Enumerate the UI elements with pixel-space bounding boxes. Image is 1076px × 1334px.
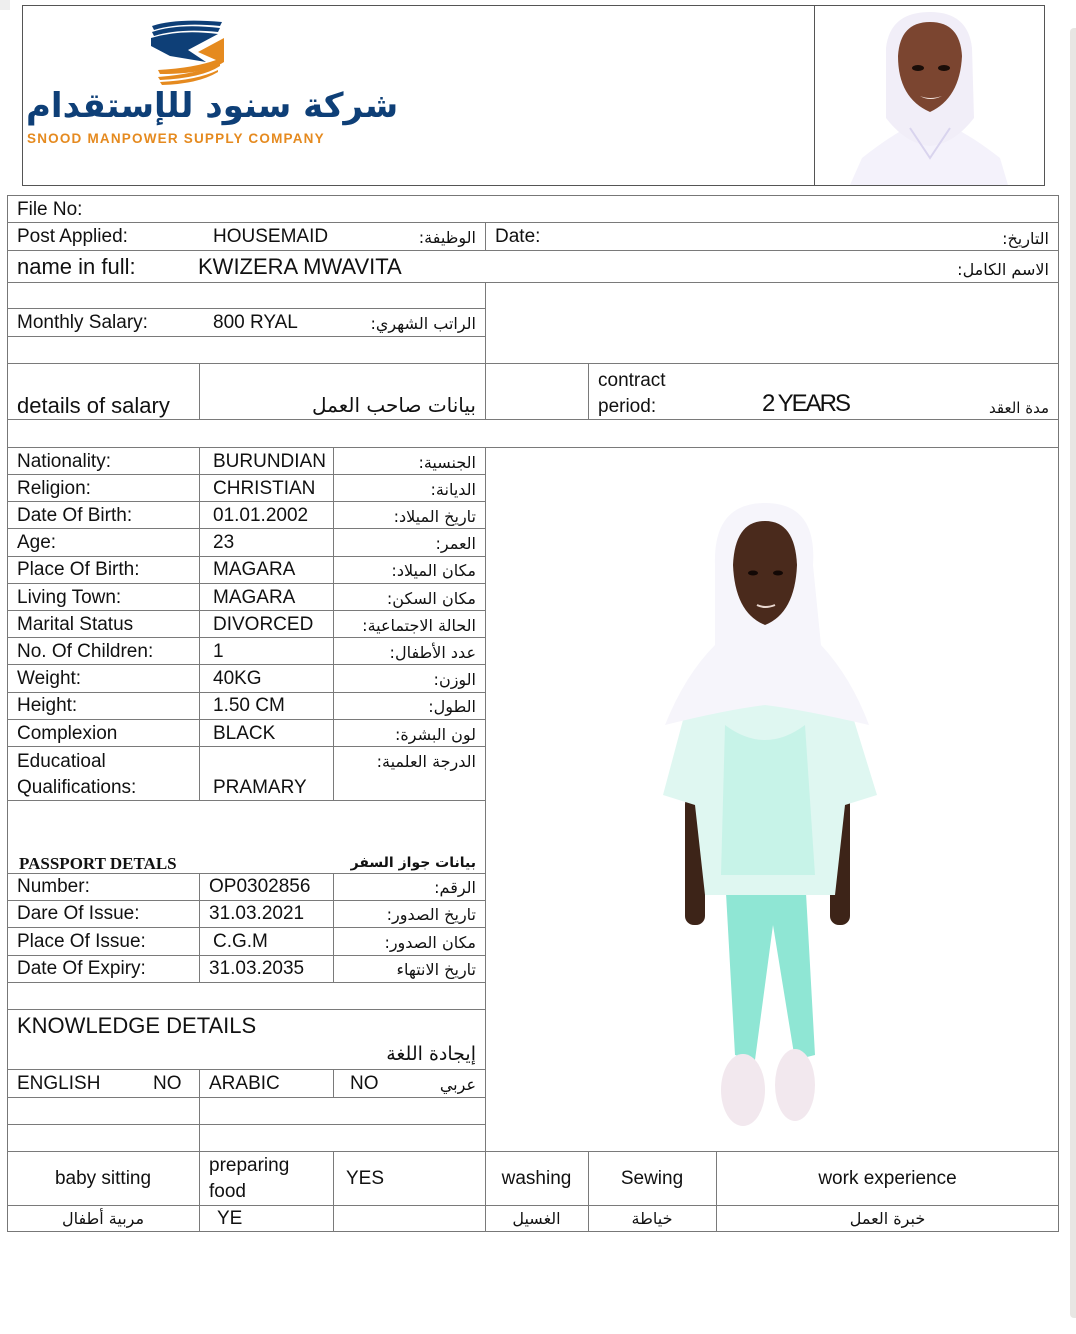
contract-label-line2: period: xyxy=(598,396,657,417)
corner-shade xyxy=(0,0,10,10)
divider xyxy=(485,222,486,250)
personal-row-label-ar: الطول: xyxy=(428,697,476,716)
passport-row-label: Number: xyxy=(17,876,90,897)
english-label: ENGLISH xyxy=(17,1073,101,1094)
personal-row-label-ar: مكان الميلاد: xyxy=(391,561,476,580)
passport-title: PASSPORT DETALS xyxy=(19,854,177,873)
language-proficiency-ar: إيجادة اللغة xyxy=(386,1043,476,1065)
personal-row-label-ar: لون البشرة: xyxy=(395,725,476,744)
divider xyxy=(7,1151,1059,1152)
yes-value: YES xyxy=(346,1168,385,1189)
divider xyxy=(7,583,485,584)
details-of-salary-label: details of salary xyxy=(17,393,170,418)
contract-period-value: 2 YEARS xyxy=(762,390,849,417)
applicant-full-body-photo xyxy=(655,495,885,1140)
date-label: Date: xyxy=(495,226,541,247)
personal-row-label: Weight: xyxy=(17,668,82,689)
divider xyxy=(7,637,485,638)
company-name-arabic: شركة سنود للإستقدام xyxy=(26,86,399,126)
preparing-food-value: YE xyxy=(217,1208,243,1229)
arabic-label-ar: عربي xyxy=(439,1075,476,1094)
personal-row-label: Living Town: xyxy=(17,587,122,608)
divider xyxy=(7,955,485,956)
personal-row-label-ar: الديانة: xyxy=(430,480,476,499)
english-value: NO xyxy=(153,1073,182,1094)
passport-row-value: 31.03.2021 xyxy=(209,903,305,924)
passport-row-value: 31.03.2035 xyxy=(209,958,305,979)
divider xyxy=(7,1009,485,1010)
name-value: KWIZERA MWAVITA xyxy=(198,254,402,279)
personal-row-value: CHRISTIAN xyxy=(213,478,316,499)
divider xyxy=(333,873,334,982)
passport-row-label: Date Of Expiry: xyxy=(17,958,146,979)
personal-row-value: DIVORCED xyxy=(213,614,314,635)
scrollbar-track[interactable] xyxy=(1070,28,1076,1318)
personal-row-label: Age: xyxy=(17,532,57,553)
sewing-label-ar: خياطة xyxy=(631,1209,673,1228)
passport-row-label-ar: تاريخ الصدور: xyxy=(386,905,476,924)
passport-row-value: C.G.M xyxy=(213,931,268,952)
date-label-ar: التاريخ: xyxy=(1002,229,1049,248)
education-label-line2: Qualifications: xyxy=(17,777,137,798)
divider xyxy=(7,501,485,502)
post-applied-label: Post Applied: xyxy=(17,226,128,247)
personal-row-label: Religion: xyxy=(17,478,91,499)
divider xyxy=(7,900,485,901)
divider xyxy=(199,1151,200,1232)
divider xyxy=(7,927,485,928)
divider xyxy=(7,419,1059,420)
education-value: PRAMARY xyxy=(213,777,307,798)
file-no-label: File No: xyxy=(17,199,83,220)
personal-row-value: 40KG xyxy=(213,668,262,689)
personal-row-label-ar: مكان السكن: xyxy=(386,589,476,608)
divider xyxy=(7,363,1059,364)
divider xyxy=(7,222,1059,223)
personal-row-label-ar: تاريخ الميلاد: xyxy=(393,507,476,526)
divider xyxy=(588,363,589,419)
preparing-food-line1: preparing xyxy=(209,1155,290,1176)
divider xyxy=(199,873,200,982)
personal-row-label-ar: الوزن: xyxy=(433,670,476,689)
divider xyxy=(485,282,486,363)
personal-row-label: Complexion xyxy=(17,723,118,744)
post-applied-label-ar: الوظيفة: xyxy=(418,228,476,247)
divider xyxy=(7,528,485,529)
company-name-english: SNOOD MANPOWER SUPPLY COMPANY xyxy=(27,131,325,146)
divider xyxy=(7,746,485,747)
divider xyxy=(7,982,485,983)
divider xyxy=(7,664,485,665)
personal-row-value: 01.01.2002 xyxy=(213,505,309,526)
divider xyxy=(7,556,485,557)
washing-label: washing xyxy=(501,1168,572,1189)
divider xyxy=(7,1124,485,1125)
divider xyxy=(333,1151,334,1232)
passport-row-label-ar: الرقم: xyxy=(434,878,476,897)
divider xyxy=(333,447,334,800)
divider xyxy=(7,250,1059,251)
divider xyxy=(333,1069,334,1097)
personal-row-label-ar: الجنسية: xyxy=(418,453,476,472)
monthly-salary-label-ar: الراتب الشهري: xyxy=(370,314,476,333)
name-label: name in full: xyxy=(17,254,136,279)
passport-row-label: Dare Of Issue: xyxy=(17,903,140,924)
personal-row-value: BLACK xyxy=(213,723,276,744)
personal-row-label-ar: عدد الأطفال: xyxy=(389,643,476,662)
divider xyxy=(485,363,486,419)
divider xyxy=(7,800,485,801)
divider xyxy=(7,1069,485,1070)
monthly-salary-label: Monthly Salary: xyxy=(17,312,148,333)
divider xyxy=(199,447,200,800)
employer-details-ar: بيانات صاحب العمل xyxy=(312,393,476,417)
passport-title-ar: بيانات جواز السفر xyxy=(350,855,476,871)
applicant-portrait-photo xyxy=(850,8,1008,185)
passport-row-label-ar: تاريخ الانتهاء xyxy=(396,960,476,979)
personal-row-label: Place Of Birth: xyxy=(17,559,140,580)
personal-row-label-ar: العمر: xyxy=(435,534,476,553)
divider xyxy=(199,1069,200,1151)
preparing-food-line2: food xyxy=(209,1181,246,1202)
passport-row-label-ar: مكان الصدور: xyxy=(384,933,476,952)
personal-row-label: Height: xyxy=(17,695,78,716)
divider xyxy=(7,282,1059,283)
sewing-label: Sewing xyxy=(620,1168,684,1189)
work-experience-label: work experience xyxy=(818,1168,957,1189)
personal-row-value: MAGARA xyxy=(213,587,296,608)
personal-row-value: 1.50 CM xyxy=(213,695,285,716)
divider xyxy=(7,610,485,611)
work-experience-label-ar: خبرة العمل xyxy=(849,1209,926,1228)
personal-row-label-ar: الحالة الاجتماعية: xyxy=(362,616,476,635)
personal-row-label: Marital Status xyxy=(17,614,134,635)
post-applied-value: HOUSEMAID xyxy=(213,226,329,247)
education-label-ar: الدرجة العلمية: xyxy=(376,752,476,771)
personal-row-label: Nationality: xyxy=(17,451,111,472)
divider xyxy=(199,363,200,419)
personal-row-value: 1 xyxy=(213,641,224,662)
baby-sitting-label: baby sitting xyxy=(54,1168,152,1189)
divider xyxy=(7,336,485,337)
arabic-value: NO xyxy=(350,1073,379,1094)
monthly-salary-value: 800 RYAL xyxy=(213,312,298,333)
contract-label-ar: مدة العقد xyxy=(989,399,1049,417)
personal-row-value: 23 xyxy=(213,532,235,553)
arabic-label: ARABIC xyxy=(209,1073,280,1094)
education-label-line1: Educatioal xyxy=(17,751,106,772)
personal-row-value: MAGARA xyxy=(213,559,296,580)
divider xyxy=(7,308,485,309)
divider xyxy=(7,692,485,693)
contract-label-line1: contract xyxy=(598,370,666,391)
divider xyxy=(485,447,486,1151)
personal-row-value: BURUNDIAN xyxy=(213,451,326,472)
passport-row-value: OP0302856 xyxy=(209,876,311,897)
passport-row-label: Place Of Issue: xyxy=(17,931,146,952)
knowledge-title: KNOWLEDGE DETAILS xyxy=(17,1013,257,1038)
washing-label-ar: الغسيل xyxy=(512,1209,561,1228)
baby-sitting-label-ar: مربية أطفال xyxy=(61,1209,145,1228)
divider xyxy=(7,1097,485,1098)
personal-row-label: Date Of Birth: xyxy=(17,505,133,526)
company-logo-icon xyxy=(146,16,228,86)
divider xyxy=(7,474,485,475)
divider xyxy=(7,719,485,720)
personal-row-label: No. Of Children: xyxy=(17,641,154,662)
divider xyxy=(7,447,1059,448)
name-label-ar: الاسم الكامل: xyxy=(957,260,1049,279)
divider xyxy=(7,1205,1059,1206)
